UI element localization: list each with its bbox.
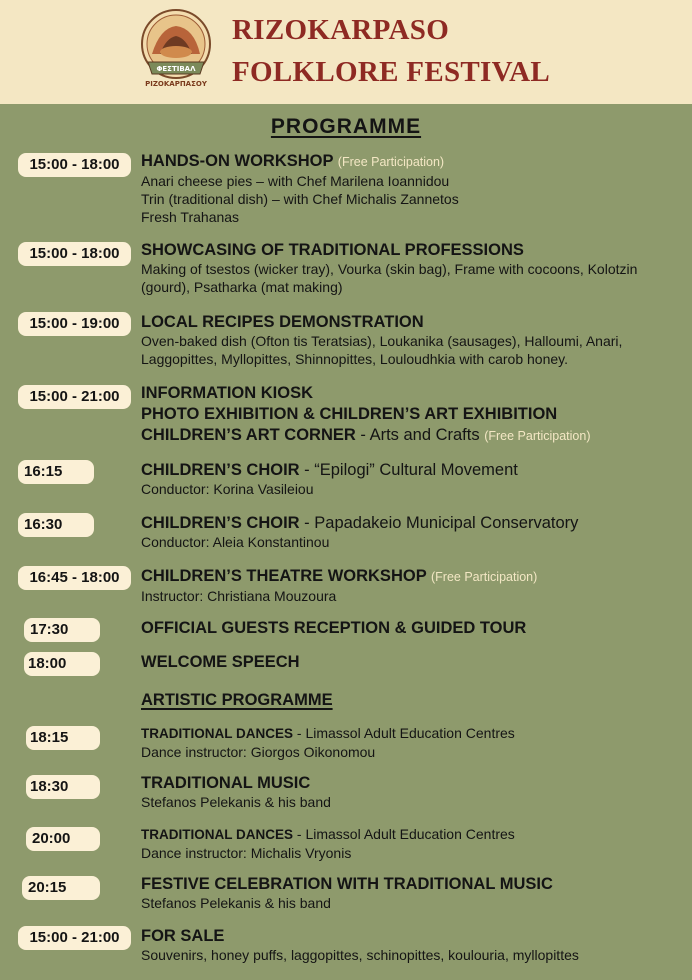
event-title: INFORMATION KIOSK: [141, 384, 314, 402]
event-title: WELCOME SPEECH: [141, 653, 300, 671]
festival-title-line1: RIZOKARPASO: [232, 14, 450, 46]
time-badge: 15:00 - 21:00: [18, 926, 131, 950]
logo-text-2: ΡΙΖΟΚΑΡΠΑΣΟΥ: [145, 80, 207, 88]
event-title: FESTIVE CELEBRATION WITH TRADITIONAL MUSIC: [141, 875, 553, 893]
event-title: TRADITIONAL DANCES - Limassol Adult Education Centres: [141, 826, 515, 842]
event-title: CHILDREN’S THEATRE WORKSHOP (Free Participation): [141, 567, 538, 585]
festival-title-line2: FOLKLORE FESTIVAL: [232, 56, 551, 88]
programme-heading: PROGRAMME: [270, 115, 422, 138]
event-detail: Laggopittes, Myllopittes, Shinnopittes, Louloudhkia with carob honey.: [141, 351, 569, 367]
artistic-programme-heading: ARTISTIC PROGRAMME: [141, 691, 333, 709]
event-detail: Conductor: Aleia Konstantinou: [141, 534, 330, 550]
time-badge: 18:30: [26, 775, 100, 799]
event-detail: Dance instructor: Giorgos Oikonomou: [141, 744, 376, 760]
time-badge: 16:30: [18, 513, 94, 537]
time-badge: 20:15: [22, 876, 100, 900]
time-badge: 15:00 - 21:00: [18, 385, 131, 409]
time-badge: 20:00: [26, 827, 100, 851]
event-detail: Stefanos Pelekanis & his band: [141, 895, 331, 911]
event-detail: Dance instructor: Michalis Vryonis: [141, 845, 352, 861]
event-detail: Souvenirs, honey puffs, laggopittes, schinopittes, koulouria, myllopittes: [141, 947, 579, 963]
event-title: CHILDREN’S CHOIR - “Epilogi” Cultural Movement: [141, 461, 518, 479]
event-title: TRADITIONAL DANCES - Limassol Adult Education Centres: [141, 725, 515, 741]
event-title: HANDS-ON WORKSHOP (Free Participation): [141, 152, 445, 170]
event-title: SHOWCASING OF TRADITIONAL PROFESSIONS: [141, 241, 524, 259]
event-detail: Anari cheese pies – with Chef Marilena Ioannidou: [141, 173, 450, 189]
time-badge: 17:30: [24, 618, 100, 642]
header: [0, 0, 692, 104]
event-detail: Making of tsestos (wicker tray), Vourka (skin bag), Frame with cocoons, Kolotzin: [141, 261, 638, 277]
event-detail: Conductor: Korina Vasileiou: [141, 481, 314, 497]
event-detail: Fresh Trahanas: [141, 209, 240, 225]
event-detail: Instructor: Christiana Mouzoura: [141, 588, 337, 604]
time-badge: 18:00: [24, 652, 100, 676]
event-title: PHOTO EXHIBITION & CHILDREN’S ART EXHIBITION: [141, 405, 558, 423]
event-title: OFFICIAL GUESTS RECEPTION & GUIDED TOUR: [141, 619, 527, 637]
festival-logo: [138, 8, 214, 90]
time-badge: 15:00 - 18:00: [18, 153, 131, 177]
event-detail: Oven-baked dish (Ofton tis Teratsias), Loukanika (sausages), Halloumi, Anari,: [141, 333, 623, 349]
event-title: CHILDREN’S CHOIR - Papadakeio Municipal Conservatory: [141, 514, 579, 532]
time-badge: 15:00 - 19:00: [18, 312, 131, 336]
time-badge: 15:00 - 18:00: [18, 242, 131, 266]
event-title: TRADITIONAL MUSIC: [141, 774, 311, 792]
logo-text-1: ΦΕΣΤΙΒΑΛ: [156, 65, 196, 73]
event-detail: (gourd), Psatharka (mat making): [141, 279, 343, 295]
time-badge: 16:45 - 18:00: [18, 566, 131, 590]
event-title: FOR SALE: [141, 927, 225, 945]
event-detail: Stefanos Pelekanis & his band: [141, 794, 331, 810]
event-title: CHILDREN’S ART CORNER - Arts and Crafts (Free Participation): [141, 426, 591, 444]
event-detail: Trin (traditional dish) – with Chef Michalis Zannetos: [141, 191, 459, 207]
time-badge: 18:15: [26, 726, 100, 750]
event-title: LOCAL RECIPES DEMONSTRATION: [141, 313, 424, 331]
time-badge: 16:15: [18, 460, 94, 484]
